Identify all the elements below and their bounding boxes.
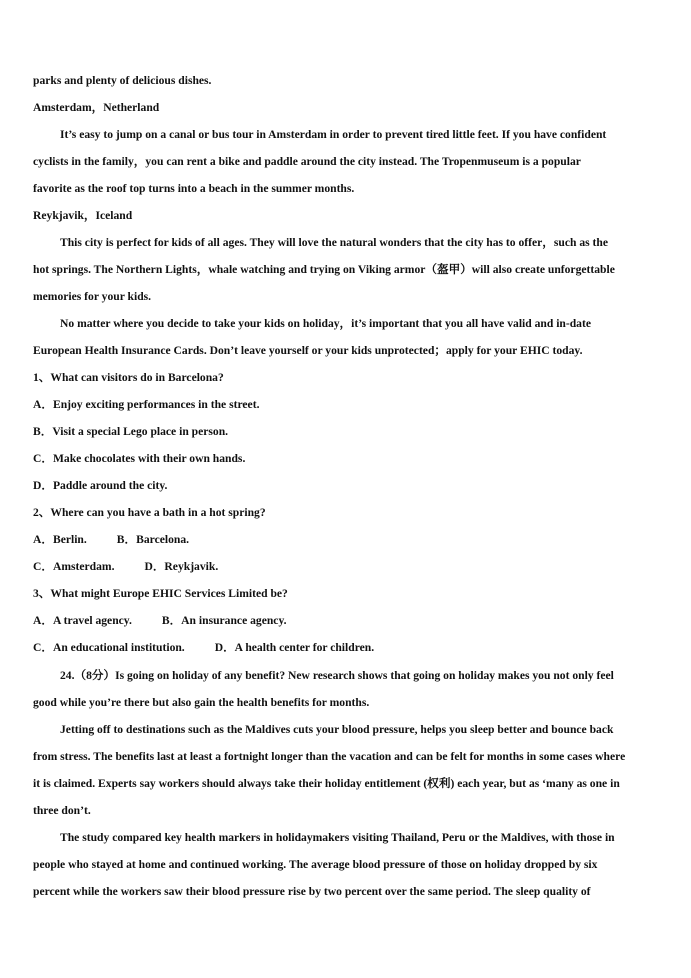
passage-text-line: parks and plenty of delicious dishes. <box>33 74 212 87</box>
question-3-option-a: A．A travel agency. <box>33 614 132 627</box>
passage-24-text-line: three don’t. <box>33 804 91 817</box>
question-3-option-d: D．A health center for children. <box>214 641 375 654</box>
passage-24-text-line: percent while the workers saw their blood pressure rise by two percent over the same period. The sleep quality of <box>33 885 591 898</box>
passage-text-line: favorite as the roof top turns into a beach in the summer months. <box>33 182 355 195</box>
passage-text-line: It’s easy to jump on a canal or bus tour in Amsterdam in order to prevent tired little feet. If you have confident <box>60 128 607 141</box>
city-heading-amsterdam: Amsterdam，Netherland <box>33 101 160 114</box>
question-2-option-c: C．Amsterdam. <box>33 560 115 573</box>
passage-24-text-line: 24.（8分）Is going on holiday of any benefit? New research shows that going on holiday makes you not only feel <box>60 669 614 682</box>
city-heading-reykjavik: Reykjavik，Iceland <box>33 209 133 222</box>
question-1-option-a: A．Enjoy exciting performances in the street. <box>33 398 260 411</box>
passage-24-text-line: it is claimed. Experts say workers should always take their holiday entitlement (权利) each year, but as ‘many as one in <box>33 777 620 790</box>
question-3-option-c: C．An educational institution. <box>33 641 185 654</box>
passage-24-text-line: good while you’re there but also gain the health benefits for months. <box>33 696 370 709</box>
question-1: 1、What can visitors do in Barcelona? <box>33 371 224 384</box>
passage-24-text-line: from stress. The benefits last at least a fortnight longer than the vacation and can be felt for months in some cases where <box>33 750 626 763</box>
question-3: 3、What might Europe EHIC Services Limited be? <box>33 587 288 600</box>
passage-text-line: European Health Insurance Cards. Don’t leave yourself or your kids unprotected；apply for your EHIC today. <box>33 344 583 357</box>
passage-24-text-line: Jetting off to destinations such as the Maldives cuts your blood pressure, helps you sleep better and bounce back <box>60 723 614 736</box>
question-1-option-c: C．Make chocolates with their own hands. <box>33 452 246 465</box>
question-3-options-row-2 <box>33 640 663 656</box>
question-2-options-row-2 <box>33 559 663 575</box>
passage-24-text-line: The study compared key health markers in holidaymakers visiting Thailand, Peru or the Maldives, with those in <box>60 831 615 844</box>
passage-text-line: cyclists in the family，you can rent a bike and paddle around the city instead. The Tropenmuseum is a popular <box>33 155 581 168</box>
passage-text-line: No matter where you decide to take your kids on holiday，it’s important that you all have valid and in-date <box>60 317 591 330</box>
passage-text-line: memories for your kids. <box>33 290 152 303</box>
passage-text-line: This city is perfect for kids of all ages. They will love the natural wonders that the city has to offer，such as the <box>60 236 608 249</box>
question-2-options-row-1 <box>33 532 663 548</box>
question-2-option-a: A．Berlin. <box>33 533 87 546</box>
passage-text-line: hot springs. The Northern Lights，whale watching and trying on Viking armor（盔甲）will also create unforgettable <box>33 263 615 276</box>
question-3-option-b: B．An insurance agency. <box>161 614 287 627</box>
question-1-option-b: B．Visit a special Lego place in person. <box>33 425 229 438</box>
passage-24-text-line: people who stayed at home and continued working. The average blood pressure of those on holiday dropped by six <box>33 858 598 871</box>
question-2-option-b: B．Barcelona. <box>116 533 190 546</box>
question-2: 2、Where can you have a bath in a hot spring? <box>33 506 266 519</box>
question-3-options-row-1 <box>33 613 663 629</box>
question-2-option-d: D．Reykjavik. <box>144 560 219 573</box>
question-1-option-d: D．Paddle around the city. <box>33 479 168 492</box>
